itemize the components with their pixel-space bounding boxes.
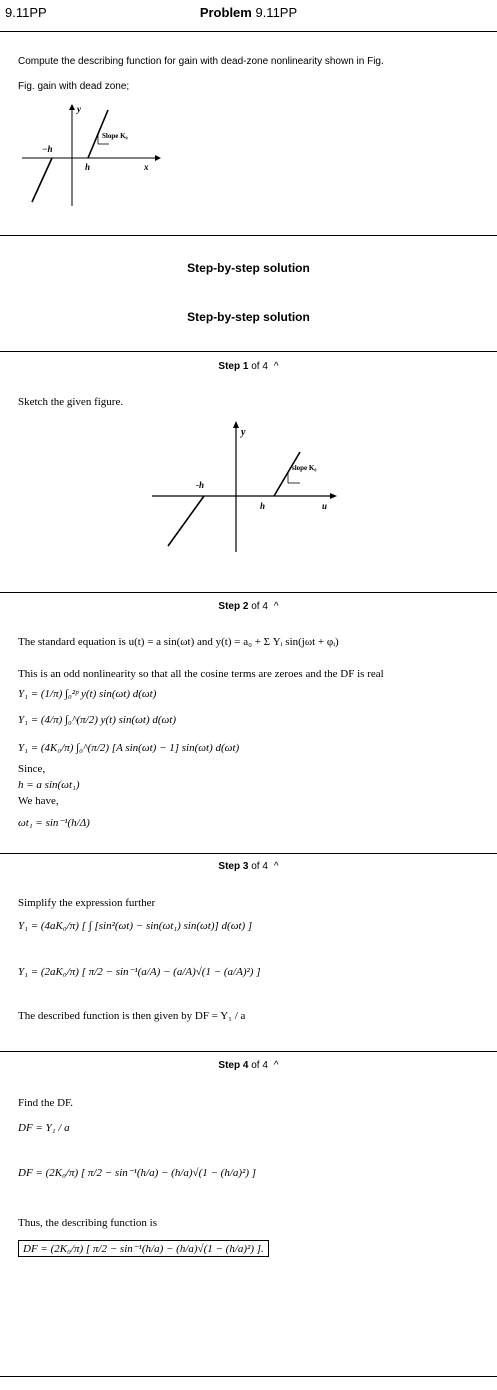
step-count: of 4 [251, 361, 268, 372]
step-number: 1 [242, 361, 249, 372]
equation: DF = Y₁ / a [18, 1122, 70, 1134]
equation: Y₁ = (1/π) ∫₀²ᵖ y(t) sin(ωt) d(ωt) [18, 688, 157, 700]
step-1-header[interactable] [0, 361, 497, 372]
title-bold: Problem [199, 5, 252, 20]
solution-heading: Step-by-step solution [187, 261, 310, 275]
equation: DF = (2K₀/π) [ π/2 − sin⁻¹(h/a) − (h/a)√(1 − (h/a)²) ] [18, 1167, 257, 1179]
step-3-header[interactable] [0, 861, 497, 872]
step-1-figure [150, 416, 350, 556]
equation: Y₁ = (2aK₀/π) [ π/2 − sin⁻¹(a/A) − (a/A)√(1 − (a/A)²) ] [18, 966, 261, 978]
chevron-up-icon[interactable]: ^ [273, 861, 279, 872]
fig-neg-h-label: -h [196, 480, 205, 490]
fig-u-label: u [322, 501, 328, 511]
step-label: Step [218, 601, 241, 612]
step-number: 3 [242, 861, 249, 872]
problem-caption: Fig. gain with dead zone; [18, 81, 130, 92]
final-answer-box: DF = (2K₀/π) [ π/2 − sin⁻¹(h/a) − (h/a)√(1 − (h/a)²) ]. [18, 1240, 269, 1257]
problem-code: 9.11PP [5, 5, 47, 20]
fig-y-label: y [241, 427, 246, 438]
fig-slope-label: Slope K₀ [102, 132, 128, 140]
divider [0, 351, 497, 352]
problem-figure [20, 98, 170, 210]
step-number: 4 [242, 1060, 249, 1071]
fig-neg-h-label: −h [42, 144, 53, 154]
fig-y-label: y [77, 104, 81, 114]
step-label: Step [218, 861, 241, 872]
step-label: Step [218, 361, 241, 372]
chevron-up-icon[interactable]: ^ [273, 361, 279, 372]
divider [0, 1376, 497, 1377]
step-count: of 4 [251, 1060, 268, 1071]
step-label: Step [218, 1060, 241, 1071]
title-number: 9.11PP [255, 5, 298, 20]
fig-slope-label: slope K₀ [292, 464, 317, 472]
divider [0, 235, 497, 236]
divider [0, 31, 497, 32]
page-title [0, 5, 497, 20]
solution-heading: Step-by-step solution [187, 310, 310, 324]
equation: ωt₁ = sin⁻¹(h/Δ) [18, 817, 90, 829]
step-1-text: Sketch the given figure. [18, 396, 124, 408]
fig-h-label: h [260, 501, 266, 511]
step-3-line: Simplify the expression further [18, 897, 156, 909]
step-3-line: The described function is then given by DF = Y₁ / a [18, 1010, 246, 1022]
equation: h = a sin(ωt₁) [18, 779, 80, 791]
equation: Y₁ = (4/π) ∫₀^(π/2) y(t) sin(ωt) d(ωt) [18, 714, 177, 726]
chevron-up-icon[interactable]: ^ [273, 1060, 279, 1071]
fig-x-label: x [144, 162, 149, 172]
step-2-text: Since, [18, 763, 46, 775]
step-2-line: This is an odd nonlinearity so that all the cosine terms are zeroes and the DF is real [18, 668, 384, 680]
step-number: 2 [242, 601, 249, 612]
step-count: of 4 [251, 861, 268, 872]
page-header [0, 0, 497, 30]
divider [0, 592, 497, 593]
step-2-line: The standard equation is u(t) = a sin(ωt) and y(t) = a₀ + Σ Yᵢ sin(jωt + φᵢ) [18, 636, 339, 648]
step-count: of 4 [251, 601, 268, 612]
step-4-header[interactable] [0, 1060, 497, 1071]
fig-h-label: h [85, 162, 91, 172]
step-4-line: Thus, the describing function is [18, 1217, 158, 1229]
equation: Y₁ = (4K₀/π) ∫₀^(π/2) [A sin(ωt) − 1] sin(ωt) d(ωt) [18, 742, 240, 754]
step-4-line: Find the DF. [18, 1097, 74, 1109]
step-2-text: We have, [18, 795, 59, 807]
divider [0, 853, 497, 854]
chevron-up-icon[interactable]: ^ [273, 601, 279, 612]
divider [0, 1051, 497, 1052]
problem-statement: Compute the describing function for gain with dead-zone nonlinearity shown in Fig. [18, 56, 384, 67]
step-2-header[interactable] [0, 601, 497, 612]
equation: Y₁ = (4aK₀/π) [ ∫ [sin²(ωt) − sin(ωt₁) sin(ωt)] d(ωt) ] [18, 920, 253, 932]
